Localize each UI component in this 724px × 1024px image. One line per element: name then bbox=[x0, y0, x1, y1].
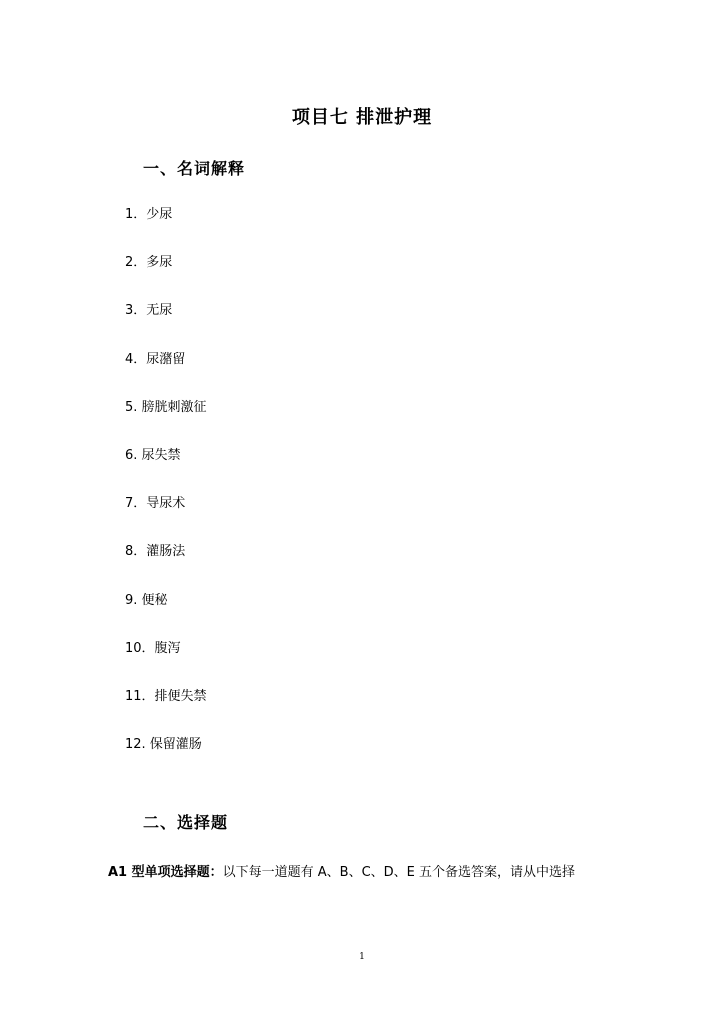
list-item: 2．多尿 bbox=[125, 255, 173, 271]
list-item: 8．灌肠法 bbox=[125, 544, 186, 560]
section-heading-choices: 二、选择题 bbox=[143, 813, 229, 832]
list-item: 11．排便失禁 bbox=[125, 688, 207, 704]
question-instruction bbox=[108, 861, 575, 880]
instruction-text: 以下每一道题有 A、B、C、D、E 五个备选答案，请从中选择 bbox=[222, 865, 576, 880]
list-item: 1．少尿 bbox=[125, 207, 173, 222]
list-item: 12. 保留灌肠 bbox=[125, 737, 202, 753]
page-number: 1 bbox=[359, 952, 365, 962]
list-item: 6. 尿失禁 bbox=[125, 447, 181, 463]
list-item: 9. 便秘 bbox=[125, 592, 168, 608]
list-item: 5. 膀胱刺激征 bbox=[125, 399, 207, 415]
list-item: 10．腹泻 bbox=[125, 640, 181, 656]
list-item: 3．无尿 bbox=[125, 303, 173, 319]
instruction-lead: A1 型单项选择题： bbox=[108, 865, 223, 880]
page-title: 项目七 排泄护理 bbox=[291, 107, 433, 128]
list-item: 7．导尿术 bbox=[125, 496, 186, 512]
term-list bbox=[125, 206, 207, 784]
list-item: 4．尿潴留 bbox=[125, 351, 186, 367]
section-heading-terms: 一、名词解释 bbox=[143, 159, 246, 178]
